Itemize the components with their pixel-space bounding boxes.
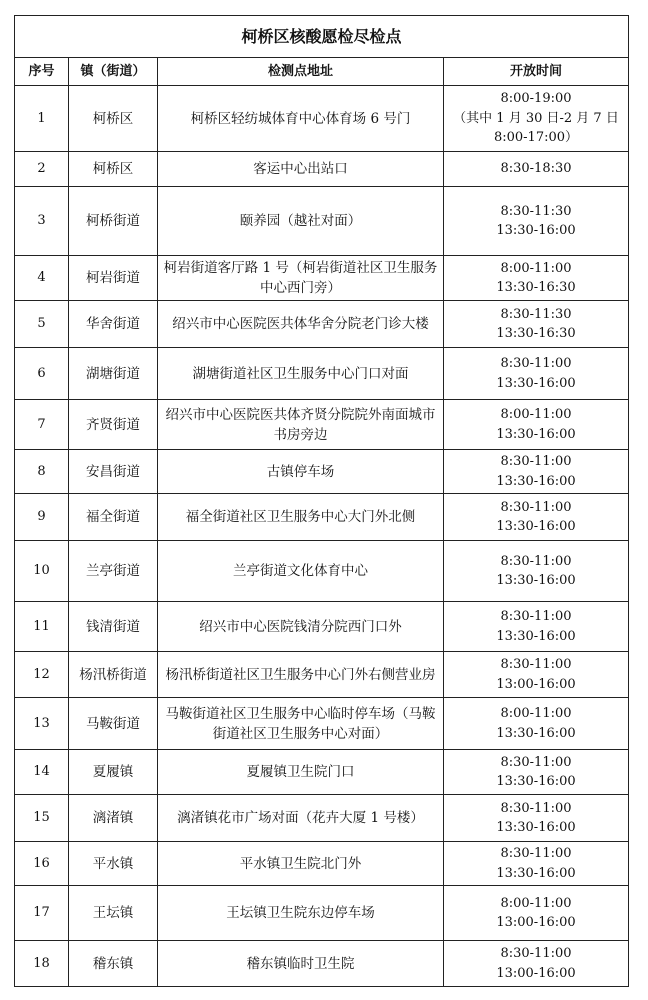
row-hours: 8:00-19:00 （其中 1 月 30 日-2 月 7 日 8:00-17:00） xyxy=(444,86,629,152)
table-row xyxy=(15,400,629,450)
table-title: 柯桥区核酸愿检尽检点 xyxy=(15,16,629,58)
row-number: 7 xyxy=(15,400,69,450)
row-address: 湖塘街道社区卫生服务中心门口对面 xyxy=(158,348,444,400)
row-number: 5 xyxy=(15,301,69,348)
header-number: 序号 xyxy=(15,58,69,86)
row-town: 兰亭街道 xyxy=(69,541,158,602)
title-row xyxy=(15,16,629,58)
header-hours: 开放时间 xyxy=(444,58,629,86)
row-address: 绍兴市中心医院钱清分院西门口外 xyxy=(158,602,444,652)
row-hours: 8:30-18:30 xyxy=(444,152,629,187)
table-row xyxy=(15,541,629,602)
row-number: 18 xyxy=(15,941,69,987)
table-row xyxy=(15,652,629,698)
row-hours: 8:30-11:00 13:00-16:00 xyxy=(444,652,629,698)
header-address: 检测点地址 xyxy=(158,58,444,86)
row-hours: 8:00-11:00 13:30-16:00 xyxy=(444,400,629,450)
table-row xyxy=(15,450,629,494)
row-hours: 8:30-11:00 13:30-16:00 xyxy=(444,795,629,842)
row-address: 柯岩街道客厅路 1 号（柯岩街道社区卫生服务中心西门旁） xyxy=(158,256,444,301)
row-town: 柯岩街道 xyxy=(69,256,158,301)
row-number: 11 xyxy=(15,602,69,652)
table-row xyxy=(15,301,629,348)
row-number: 10 xyxy=(15,541,69,602)
row-town: 齐贤街道 xyxy=(69,400,158,450)
row-address: 杨汛桥街道社区卫生服务中心门外右侧营业房 xyxy=(158,652,444,698)
row-town: 王坛镇 xyxy=(69,886,158,941)
row-town: 漓渚镇 xyxy=(69,795,158,842)
row-hours: 8:30-11:00 13:30-16:00 xyxy=(444,450,629,494)
row-number: 4 xyxy=(15,256,69,301)
row-address: 平水镇卫生院北门外 xyxy=(158,842,444,886)
row-address: 客运中心出站口 xyxy=(158,152,444,187)
row-number: 9 xyxy=(15,494,69,541)
header-row xyxy=(15,58,629,86)
table-row xyxy=(15,941,629,987)
row-number: 12 xyxy=(15,652,69,698)
row-address: 绍兴市中心医院医共体齐贤分院院外南面城市书房旁边 xyxy=(158,400,444,450)
row-hours: 8:00-11:00 13:30-16:00 xyxy=(444,698,629,750)
row-hours: 8:30-11:00 13:30-16:00 xyxy=(444,602,629,652)
row-number: 3 xyxy=(15,187,69,256)
table-row xyxy=(15,602,629,652)
row-address: 夏履镇卫生院门口 xyxy=(158,750,444,795)
row-address: 王坛镇卫生院东边停车场 xyxy=(158,886,444,941)
row-address: 兰亭街道文化体育中心 xyxy=(158,541,444,602)
row-address: 柯桥区轻纺城体育中心体育场 6 号门 xyxy=(158,86,444,152)
header-town: 镇（街道） xyxy=(69,58,158,86)
row-hours: 8:30-11:00 13:30-16:00 xyxy=(444,541,629,602)
row-address: 古镇停车场 xyxy=(158,450,444,494)
row-number: 17 xyxy=(15,886,69,941)
table-row xyxy=(15,187,629,256)
row-town: 稽东镇 xyxy=(69,941,158,987)
row-address: 颐养园（越社对面） xyxy=(158,187,444,256)
row-town: 柯桥区 xyxy=(69,86,158,152)
row-address: 稽东镇临时卫生院 xyxy=(158,941,444,987)
row-address: 福全街道社区卫生服务中心大门外北侧 xyxy=(158,494,444,541)
table-row xyxy=(15,750,629,795)
table-row xyxy=(15,886,629,941)
row-address: 漓渚镇花市广场对面（花卉大厦 1 号楼） xyxy=(158,795,444,842)
row-number: 13 xyxy=(15,698,69,750)
document-page xyxy=(14,15,628,987)
row-town: 钱清街道 xyxy=(69,602,158,652)
row-hours: 8:30-11:00 13:30-16:00 xyxy=(444,348,629,400)
row-town: 马鞍街道 xyxy=(69,698,158,750)
row-hours: 8:00-11:00 13:30-16:30 xyxy=(444,256,629,301)
row-hours: 8:30-11:00 13:30-16:00 xyxy=(444,842,629,886)
row-number: 2 xyxy=(15,152,69,187)
row-town: 福全街道 xyxy=(69,494,158,541)
table-row xyxy=(15,842,629,886)
row-number: 16 xyxy=(15,842,69,886)
row-town: 柯桥区 xyxy=(69,152,158,187)
row-hours: 8:30-11:00 13:30-16:00 xyxy=(444,750,629,795)
row-number: 8 xyxy=(15,450,69,494)
row-town: 安昌街道 xyxy=(69,450,158,494)
row-hours: 8:30-11:00 13:00-16:00 xyxy=(444,941,629,987)
row-town: 平水镇 xyxy=(69,842,158,886)
row-address: 绍兴市中心医院医共体华舍分院老门诊大楼 xyxy=(158,301,444,348)
table-row xyxy=(15,795,629,842)
row-town: 柯桥街道 xyxy=(69,187,158,256)
row-hours: 8:30-11:30 13:30-16:00 xyxy=(444,187,629,256)
row-number: 14 xyxy=(15,750,69,795)
row-address: 马鞍街道社区卫生服务中心临时停车场（马鞍街道社区卫生服务中心对面） xyxy=(158,698,444,750)
row-number: 15 xyxy=(15,795,69,842)
row-hours: 8:00-11:00 13:00-16:00 xyxy=(444,886,629,941)
row-town: 夏履镇 xyxy=(69,750,158,795)
testing-sites-table xyxy=(14,15,629,987)
row-number: 1 xyxy=(15,86,69,152)
table-row xyxy=(15,698,629,750)
table-row xyxy=(15,348,629,400)
row-town: 湖塘街道 xyxy=(69,348,158,400)
table-row xyxy=(15,86,629,152)
table-row xyxy=(15,256,629,301)
row-town: 华舍街道 xyxy=(69,301,158,348)
row-hours: 8:30-11:30 13:30-16:30 xyxy=(444,301,629,348)
table-row xyxy=(15,152,629,187)
table-row xyxy=(15,494,629,541)
row-hours: 8:30-11:00 13:30-16:00 xyxy=(444,494,629,541)
row-town: 杨汛桥街道 xyxy=(69,652,158,698)
row-number: 6 xyxy=(15,348,69,400)
